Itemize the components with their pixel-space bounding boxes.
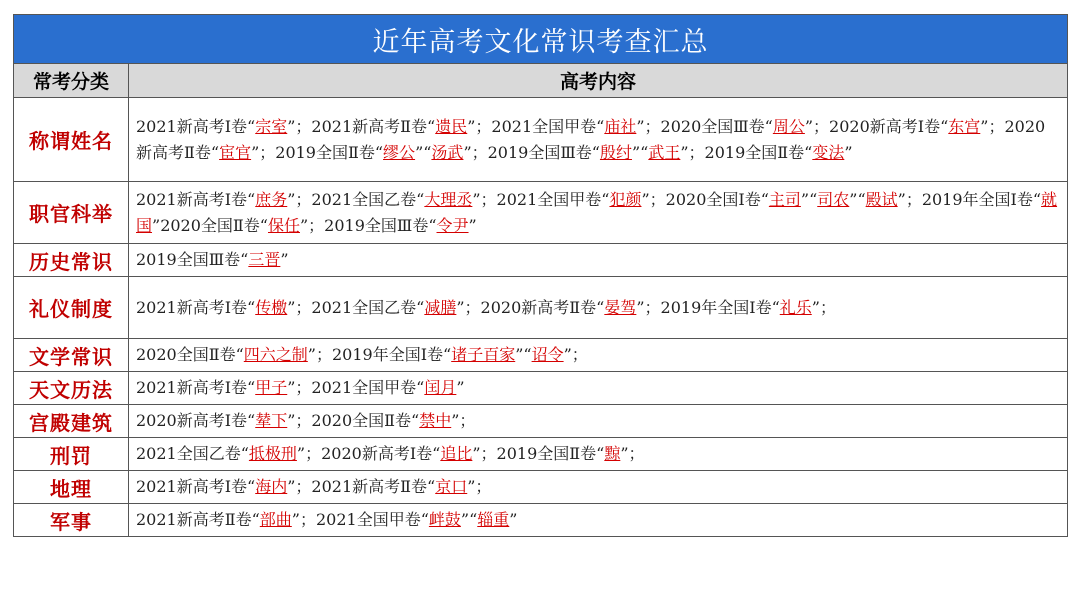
exam-source-text: ”；2019全国Ⅱ卷“ [680,142,813,162]
exam-term: 殷纣 [599,142,632,162]
exam-source-text: ”；2021全国甲卷“ [472,189,610,209]
exam-term: 庙社 [604,116,637,136]
exam-source-text: ”；2021全国甲卷“ [287,378,425,397]
header-category: 常考分类 [14,64,129,98]
row-content [129,277,1068,339]
exam-term: 辎重 [477,510,510,529]
row-category: 宫殿建筑 [14,405,129,438]
exam-term: 四六之制 [243,345,308,364]
exam-term: 诸子百家 [451,345,516,364]
row-content [129,471,1068,504]
row-category: 刑罚 [14,438,129,471]
row-content [129,244,1068,277]
exam-term: 司农 [817,189,850,209]
row-content [129,438,1068,471]
exam-source-text: 2021新高考Ⅰ卷“ [136,116,256,136]
exam-source-text: ”；2020全国Ⅲ卷“ [636,116,773,136]
table-body [14,98,1068,537]
exam-source-text: ” [456,378,465,397]
exam-source-text: ”2020全国Ⅱ卷“ [152,215,268,235]
exam-source-text: ” [280,250,289,269]
exam-term: 甲子 [255,378,288,397]
table-row [14,405,1068,438]
exam-term: 闰月 [424,378,457,397]
row-content [129,182,1068,244]
exam-source-text: ”；2019全国Ⅲ卷“ [463,142,600,162]
header-content: 高考内容 [129,64,1068,98]
row-category: 文学常识 [14,339,129,372]
exam-source-text: ”；2019全国Ⅱ卷“ [251,142,384,162]
exam-term: 晏驾 [604,297,637,317]
exam-term: 庶务 [255,189,288,209]
exam-term: 传檄 [255,297,288,317]
exam-source-text: ”；2019年全国Ⅰ卷“ [307,345,452,364]
exam-source-text: ”； [451,411,476,430]
exam-term: 减膳 [424,297,457,317]
exam-source-text: ”；2021新高考Ⅱ卷“ [287,116,436,136]
exam-term: 黥 [604,444,621,463]
exam-source-text: ”；2019年全国Ⅰ卷“ [897,189,1042,209]
exam-source-text: ”；2020新高考Ⅰ卷“ [804,116,949,136]
exam-source-text: ”； [620,444,645,463]
exam-source-text: ”“ [631,142,649,162]
row-content [129,98,1068,182]
exam-term: 缪公 [383,142,416,162]
exam-term: 变法 [812,142,845,162]
exam-source-text: 2019全国Ⅲ卷“ [136,250,249,269]
exam-source-text: ”“ [460,510,478,529]
row-content [129,405,1068,438]
table-row [14,339,1068,372]
exam-source-text: 2021新高考Ⅰ卷“ [136,378,256,397]
exam-source-text: ” [468,215,477,235]
row-category: 军事 [14,504,129,537]
exam-source-text: ”“ [415,142,432,162]
exam-term: 武王 [648,142,681,162]
exam-term: 海内 [255,477,288,496]
exam-source-text: 2021新高考Ⅰ卷“ [136,477,256,496]
exam-source-text: ”“ [515,345,532,364]
row-category: 地理 [14,471,129,504]
exam-source-text: ”；2021全国乙卷“ [287,189,425,209]
exam-source-text: 2020新高考Ⅰ卷“ [136,411,256,430]
exam-term: 追比 [440,444,473,463]
table-row [14,471,1068,504]
summary-table-container [13,14,1067,537]
exam-source-text: ”； [467,477,492,496]
table-title: 近年高考文化常识考查汇总 [14,15,1068,64]
exam-term: 抵极刑 [248,444,297,463]
exam-source-text: 2021新高考Ⅰ卷“ [136,297,256,317]
exam-source-text: ”；2019全国Ⅲ卷“ [300,215,437,235]
exam-term: 东宫 [948,116,981,136]
exam-term: 保任 [267,215,300,235]
row-content [129,339,1068,372]
exam-source-text: ”； [811,297,836,317]
row-category: 职官科举 [14,182,129,244]
exam-term: 京口 [435,477,468,496]
exam-source-text: ”；2020新高考Ⅰ卷“ [296,444,441,463]
exam-source-text: ”“ [849,189,866,209]
exam-term: 犯颜 [609,189,642,209]
exam-source-text: ”“ [800,189,818,209]
table-row [14,372,1068,405]
table-row [14,98,1068,182]
exam-source-text: ”； [563,345,588,364]
exam-term: 遗民 [435,116,468,136]
exam-term: 大理丞 [424,189,473,209]
exam-term: 宗室 [255,116,288,136]
exam-term: 汤武 [431,142,464,162]
exam-source-text: ”；2020全国Ⅰ卷“ [641,189,769,209]
exam-term: 就国 [136,189,1058,235]
table-row [14,244,1068,277]
exam-source-text: ”；2019全国Ⅱ卷“ [472,444,605,463]
exam-term: 礼乐 [779,297,812,317]
table-row [14,438,1068,471]
exam-source-text: ” [844,142,853,162]
exam-source-text: ”；2020新高考Ⅱ卷“ [136,116,1046,162]
exam-term: 诏令 [531,345,564,364]
exam-term: 三晋 [248,250,281,269]
exam-source-text: 2021新高考Ⅱ卷“ [136,510,260,529]
row-content [129,372,1068,405]
summary-table [13,14,1068,537]
row-category: 称谓姓名 [14,98,129,182]
exam-term: 部曲 [259,510,292,529]
table-row [14,504,1068,537]
table-row [14,182,1068,244]
table-row [14,277,1068,339]
exam-term: 殿试 [865,189,898,209]
row-category: 礼仪制度 [14,277,129,339]
exam-source-text: ”；2020全国Ⅱ卷“ [287,411,420,430]
exam-source-text: ”；2021全国甲卷“ [467,116,605,136]
exam-source-text: ” [509,510,518,529]
row-category: 历史常识 [14,244,129,277]
exam-source-text: 2021全国乙卷“ [136,444,249,463]
exam-source-text: ”；2021全国甲卷“ [291,510,429,529]
exam-source-text: ”；2021新高考Ⅱ卷“ [287,477,436,496]
row-category: 天文历法 [14,372,129,405]
exam-term: 衅鼓 [428,510,461,529]
exam-term: 禁中 [419,411,452,430]
exam-term: 辇下 [255,411,288,430]
row-content [129,504,1068,537]
exam-term: 令尹 [436,215,469,235]
exam-source-text: ”；2021全国乙卷“ [287,297,425,317]
exam-term: 主司 [768,189,801,209]
exam-source-text: ”；2019年全国Ⅰ卷“ [636,297,780,317]
exam-term: 宦官 [219,142,252,162]
exam-source-text: 2020全国Ⅱ卷“ [136,345,244,364]
exam-source-text: ”；2020新高考Ⅱ卷“ [456,297,605,317]
exam-term: 周公 [772,116,805,136]
exam-source-text: 2021新高考Ⅰ卷“ [136,189,256,209]
